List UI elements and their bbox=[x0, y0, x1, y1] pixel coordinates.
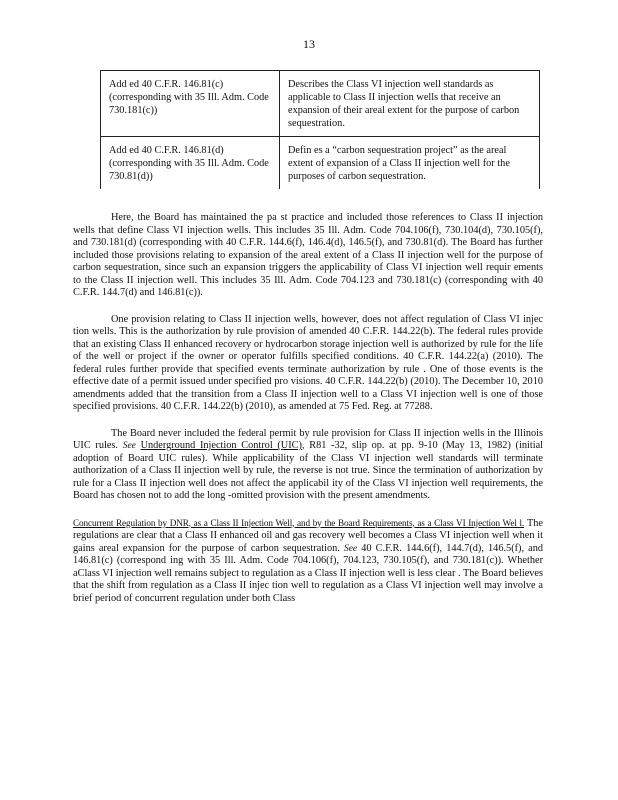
table-cell-description: Describes the Class VI injection well standards as applicable to Class II injection wells that receive an expansion of their areal extent for the purpose of carbon sequestration. bbox=[280, 71, 540, 137]
paragraph-permit-by-rule: The Board never included the federal permit by rule provision for Class II injection wells in the Illinois UIC rules. See Underground Injection Control (UIC), R81 -32, slip op. at pp. 9-10 (May 13, 1982) (initial adoption of Board UIC rules). While applicability of the Class VI injection well standards will terminate authorization of a Class II injection well by rule, the reverse is not true. Since the termination of authorization by rule for a Class II injection well does not affect the applicabil ity of the Class VI injection well requirements, the Board has chosen not to add the long -omitted provision with the present amendments. bbox=[73, 427, 544, 501]
table-row bbox=[101, 71, 540, 137]
case-title: Underground Injection Control (UIC) bbox=[140, 440, 302, 451]
table-cell-description: Defin es a “carbon sequestration project” as the areal extent of expansion of a Class II injection well for the purposes of carbon sequestration. bbox=[280, 137, 540, 190]
section-heading: Concurrent Regulation by DNR, as a Class II Injection Well, and by the Board Requirements, as a Class VI Injection Wel l. bbox=[73, 517, 525, 528]
table-cell-amendment: Add ed 40 C.F.R. 146.81(d) (corresponding with 35 Ill. Adm. Code 730.81(d)) bbox=[101, 137, 280, 190]
see-signal: See bbox=[343, 543, 358, 554]
body-text bbox=[73, 212, 543, 619]
table-row bbox=[101, 137, 540, 190]
paragraph-authorization-by-rule: One provision relating to Class II injection wells, however, does not affect regulation of Class VI injec tion wells. This is the authorization by rule provision of amended 40 C.F.R. 144.22(b). The federal rules provide that an existing Class II enhanced recovery or hydrocarbon storage injection well is authorized by rule for the life of the well or project if the owner or operator fulfills specified conditions. 40 C.F.R. 144.22(a) (2010). The federal rules further provide that specified events terminate authorization by rule . One of those events is the effective date of a permit issued under specified pro visions. 40 C.F.R. 144.22(b) (2010). The December 10, 2010 amendments added that the transition from a Class II injection well to a Class VI injection well is one of those specified provisions. 40 C.F.R. 144.22(b) (2010), as amended at 75 Fed. Reg. at 77288. bbox=[73, 313, 543, 412]
paragraph-class-ii-references: Here, the Board has maintained the pa st practice and included those references to Class II injection wells that define Class VI injection wells. This includes 35 Ill. Adm. Code 704.106(f), 730.104(d), 730.105(f), and 730.181(d) (corresponding with 40 C.F.R. 144.6(f), 146.4(d), 146.5(f), and 730.81(d). The Board has further included those provisions relating to expansion of the areal extent of a Class II injection well for the purpose of carbon sequestration, since such an expansion triggers the applicability of Class VI injection well requir ements to the Class II injection well. This includes 35 Ill. Adm. Code 704.123 and 730.181(c) (corresponding with 40 C.F.R. 144.7(d) and 146.81(c)). bbox=[73, 212, 543, 298]
table-cell-amendment: Add ed 40 C.F.R. 146.81(c) (corresponding with 35 Ill. Adm. Code 730.181(c)) bbox=[101, 71, 280, 137]
paragraph-concurrent-regulation: Concurrent Regulation by DNR, as a Class II Injection Well, and by the Board Requirements, as a Class VI Injection Wel l. The regulations are clear that a Class II enhanced oil and gas recovery well becomes a Class VI injection well when it gains areal expansion for the purpose of carbon sequestration. See 40 C.F.R. 144.6(f), 144.7(d), 146.5(f), and 146.81(c) (correspond ing with 35 Ill. Adm. Code 704.106(f), 704.123, 730.105(f), and 730.181(c)). Whether aClass VI injection well remains subject to regulation as a Class II injection well is less clear . The Board believes that the shift from regulation as a Class II injec tion well to regulation as a Class VI injection well may involve a brief period of concurrent regulation under both Class bbox=[73, 517, 544, 604]
see-signal: See bbox=[122, 441, 136, 451]
page-number: 13 bbox=[303, 37, 315, 51]
amendments-table bbox=[100, 70, 540, 189]
